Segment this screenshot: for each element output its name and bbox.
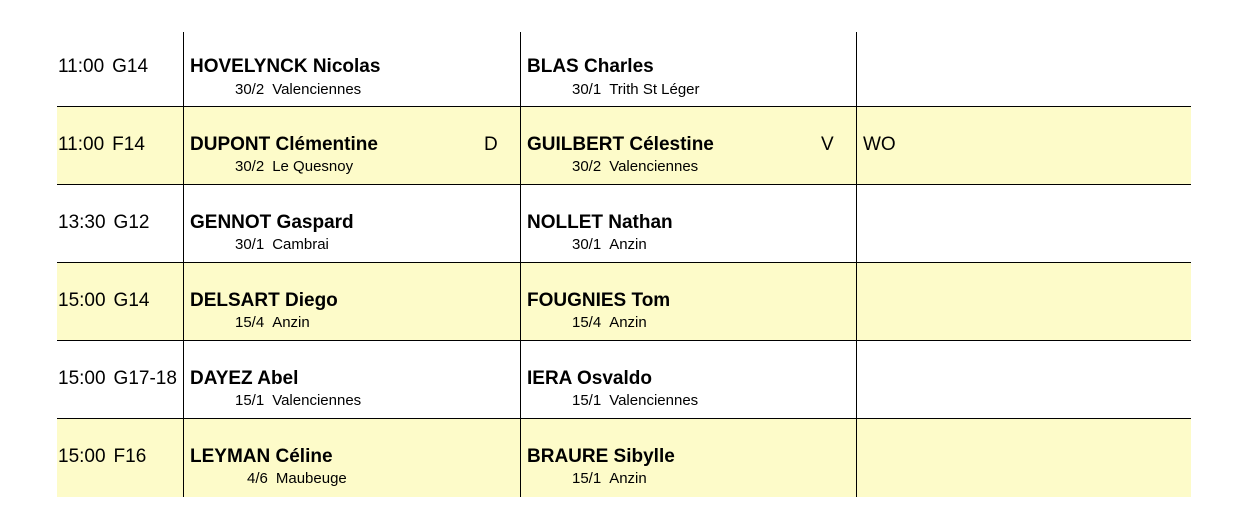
player-info xyxy=(572,158,698,175)
column-divider xyxy=(183,32,184,106)
player-club: Anzin xyxy=(609,314,647,331)
player-info xyxy=(572,392,698,409)
column-divider xyxy=(520,107,521,184)
player-club: Valenciennes xyxy=(272,81,362,98)
player-ranking: 30/2 xyxy=(572,158,602,175)
player-ranking: 30/2 xyxy=(235,81,265,98)
match-time xyxy=(58,134,145,156)
player-name: GUILBERT Célestine xyxy=(527,134,714,155)
match-result: V xyxy=(821,134,834,155)
category-label: G12 xyxy=(113,212,150,233)
player-ranking: 15/1 xyxy=(572,470,602,487)
column-divider xyxy=(183,107,184,184)
player-name: IERA Osvaldo xyxy=(527,368,652,389)
match-time xyxy=(58,368,177,390)
column-divider xyxy=(520,419,521,497)
column-divider xyxy=(856,32,857,106)
player-info xyxy=(235,81,361,98)
column-divider xyxy=(856,263,857,340)
player-name: DUPONT Clémentine xyxy=(190,134,378,155)
category-label: G14 xyxy=(112,56,149,77)
category-label: G14 xyxy=(113,290,150,311)
player-name: BRAURE Sibylle xyxy=(527,446,675,467)
player-ranking: 4/6 xyxy=(247,470,268,487)
category-label: F14 xyxy=(112,134,145,155)
player-name: DELSART Diego xyxy=(190,290,338,311)
player-club: Maubeuge xyxy=(275,470,347,487)
column-divider xyxy=(856,107,857,184)
player-name: GENNOT Gaspard xyxy=(190,212,354,233)
match-time xyxy=(58,446,146,468)
player-club: Anzin xyxy=(272,314,310,331)
player-name: LEYMAN Céline xyxy=(190,446,333,467)
column-divider xyxy=(183,341,184,418)
match-row xyxy=(57,419,1191,497)
player-name: NOLLET Nathan xyxy=(527,212,673,233)
player-ranking: 15/1 xyxy=(572,392,602,409)
player-ranking: 15/4 xyxy=(572,314,602,331)
match-row xyxy=(57,341,1191,419)
match-row xyxy=(57,185,1191,263)
player-ranking: 30/2 xyxy=(235,158,265,175)
match-result: D xyxy=(484,134,498,155)
column-divider xyxy=(520,185,521,262)
column-divider xyxy=(856,185,857,262)
time-label: 11:00 xyxy=(58,134,105,155)
player-name: HOVELYNCK Nicolas xyxy=(190,56,381,77)
time-label: 13:30 xyxy=(58,212,106,233)
column-divider xyxy=(856,341,857,418)
player-club: Le Quesnoy xyxy=(272,158,354,175)
column-divider xyxy=(520,32,521,106)
player-name: FOUGNIES Tom xyxy=(527,290,671,311)
column-divider xyxy=(520,341,521,418)
match-time xyxy=(58,290,149,312)
category-label: G17-18 xyxy=(113,368,177,389)
player-club: Anzin xyxy=(609,470,647,487)
player-club: Anzin xyxy=(609,236,647,253)
player-club: Cambrai xyxy=(272,236,329,253)
column-divider xyxy=(183,419,184,497)
time-label: 15:00 xyxy=(58,368,106,389)
category-label: F16 xyxy=(113,446,147,467)
player-club: Valenciennes xyxy=(609,158,699,175)
column-divider xyxy=(183,185,184,262)
player-info xyxy=(572,81,700,98)
match-row xyxy=(57,263,1191,341)
player-ranking: 30/1 xyxy=(572,81,602,98)
player-name: BLAS Charles xyxy=(527,56,654,77)
match-schedule-table xyxy=(57,32,1191,497)
player-info xyxy=(235,314,310,331)
match-time xyxy=(58,56,148,78)
match-note: WO xyxy=(863,134,896,155)
match-row xyxy=(57,32,1191,107)
player-club: Valenciennes xyxy=(272,392,362,409)
player-info xyxy=(572,236,647,253)
column-divider xyxy=(520,263,521,340)
player-info xyxy=(235,392,361,409)
player-ranking: 15/4 xyxy=(235,314,265,331)
player-ranking: 30/1 xyxy=(235,236,265,253)
player-info xyxy=(572,314,647,331)
match-time xyxy=(58,212,149,234)
player-info xyxy=(247,470,347,487)
player-name: DAYEZ Abel xyxy=(190,368,299,389)
player-ranking: 15/1 xyxy=(235,392,265,409)
match-row xyxy=(57,107,1191,185)
player-info xyxy=(235,236,329,253)
time-label: 11:00 xyxy=(58,56,105,77)
time-label: 15:00 xyxy=(58,290,106,311)
player-ranking: 30/1 xyxy=(572,236,602,253)
time-label: 15:00 xyxy=(58,446,106,467)
column-divider xyxy=(856,419,857,497)
column-divider xyxy=(183,263,184,340)
player-info xyxy=(572,470,647,487)
player-club: Valenciennes xyxy=(609,392,699,409)
player-info xyxy=(235,158,353,175)
player-club: Trith St Léger xyxy=(609,81,700,98)
